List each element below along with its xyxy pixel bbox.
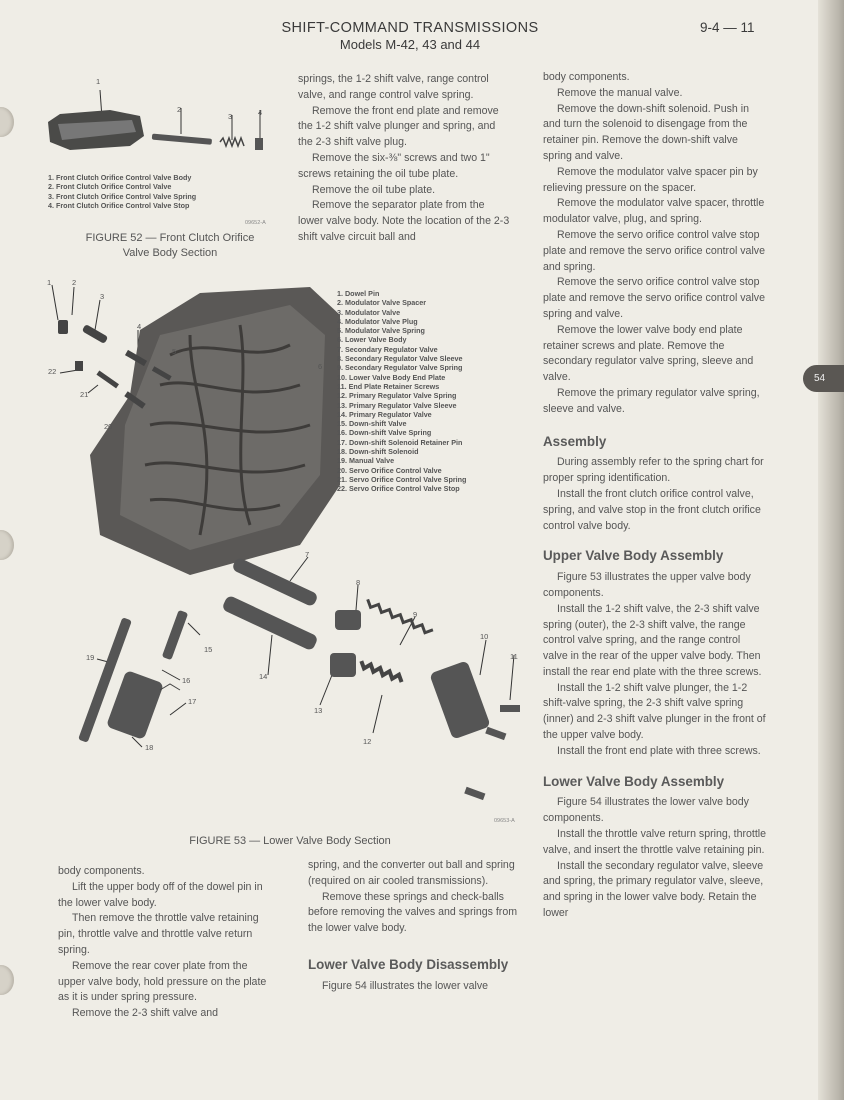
callout-label: 13 bbox=[314, 706, 323, 715]
caption-line: FIGURE 52 — Front Clutch Orifice bbox=[85, 232, 255, 244]
legend-item: 5. Modulator Valve Spring bbox=[337, 326, 425, 336]
column-1-bottom bbox=[58, 864, 273, 1022]
page-header bbox=[260, 20, 560, 52]
paragraph: Remove the six-⅜" screws and two 1" screws retaining the oil tube plate. bbox=[298, 151, 490, 180]
paragraph: Figure 54 illustrates the lower valve bbox=[322, 979, 489, 992]
legend-item: 16. Down-shift Valve Spring bbox=[337, 428, 432, 438]
legend-item: 7. Secondary Regulator Valve bbox=[337, 344, 438, 354]
callout-label: 17 bbox=[188, 697, 197, 706]
callout-label: 4 bbox=[258, 108, 263, 117]
section-tab: 54 bbox=[803, 365, 844, 392]
binder-hole bbox=[0, 530, 14, 560]
callout-label: 14 bbox=[259, 672, 268, 681]
callout-label: 1 bbox=[47, 278, 52, 287]
legend-item: 20. Servo Orifice Control Valve bbox=[337, 465, 442, 475]
legend-item: 22. Servo Orifice Control Valve Stop bbox=[337, 484, 460, 494]
paragraph: Remove the rear cover plate from the upper valve body, hold pressure on the plate as it is under spring pressure. bbox=[58, 959, 267, 1004]
callout-label: 3 bbox=[228, 112, 233, 121]
legend-item: 6. Lower Valve Body bbox=[337, 335, 407, 345]
header-subtitle: Models M-42, 43 and 44 bbox=[339, 37, 481, 52]
callout-label: 21 bbox=[80, 390, 89, 399]
legend-item: 4. Front Clutch Orifice Control Valve Stop bbox=[48, 200, 190, 210]
legend-item: 15. Down-shift Valve bbox=[337, 419, 407, 429]
legend-item: 3. Front Clutch Orifice Control Valve Spring bbox=[48, 191, 197, 201]
paragraph: Remove the modulator valve spacer pin by relieving pressure on the spacer. bbox=[543, 165, 758, 194]
page-binding-edge bbox=[818, 0, 844, 1100]
column-3 bbox=[543, 70, 767, 922]
binder-hole bbox=[0, 107, 14, 137]
callout-label: 9 bbox=[413, 610, 418, 619]
callout-label: 2 bbox=[72, 278, 77, 287]
legend-item: 1. Dowel Pin bbox=[337, 289, 380, 298]
legend-item: 19. Manual Valve bbox=[337, 456, 395, 466]
legend-item: 4. Modulator Valve Plug bbox=[337, 316, 418, 326]
binder-hole bbox=[0, 965, 14, 995]
column-2-bottom bbox=[308, 858, 522, 995]
paragraph: Remove the down-shift solenoid. Push in and turn the solenoid to disengage from the retainer pin. Remove the down-shift valve spring and valve. bbox=[543, 102, 749, 162]
callout-label: 8 bbox=[356, 578, 361, 587]
callout-label: 16 bbox=[182, 676, 191, 685]
legend-item: 12. Primary Regulator Valve Spring bbox=[337, 391, 457, 401]
legend-item: 21. Servo Orifice Control Valve Spring bbox=[337, 474, 467, 484]
legend-item: 1. Front Clutch Orifice Control Valve Body bbox=[48, 173, 192, 182]
paragraph: Remove the servo orifice control valve stop plate and remove the servo orifice control valve and spring. bbox=[543, 228, 765, 273]
paragraph: body components. bbox=[543, 71, 630, 83]
paragraph: Figure 54 illustrates the lower valve body components. bbox=[543, 796, 749, 825]
paragraph: Remove these springs and check-balls before removing the valves and springs from the lower valve body. bbox=[308, 890, 518, 935]
legend-item: 17. Down-shift Solenoid Retainer Pin bbox=[337, 437, 463, 447]
paragraph: Remove the lower valve body end plate retainer screws and plate. Remove the secondary regulator valve spring, sleeve and valve. bbox=[543, 323, 754, 384]
callout-label: 18 bbox=[145, 743, 154, 752]
paragraph: Remove the oil tube plate. bbox=[312, 183, 436, 196]
paragraph: Remove the front end plate and remove the 1-2 shift valve plunger and spring, and the 2-3 shift valve plug. bbox=[298, 104, 499, 149]
legend-item: 14. Primary Regulator Valve bbox=[337, 409, 432, 419]
paragraph: Install the throttle valve return spring, throttle valve, and insert the throttle valve retaining pin. bbox=[543, 828, 767, 856]
figure-53-caption: FIGURE 53 — Lower Valve Body Section bbox=[189, 835, 391, 847]
legend-item: 2. Front Clutch Orifice Control Valve bbox=[48, 182, 172, 192]
legend-item: 10. Lower Valve Body End Plate bbox=[337, 372, 446, 382]
legend-item: 18. Down-shift Solenoid bbox=[337, 447, 419, 457]
figure-52-caption bbox=[50, 231, 290, 261]
paragraph: body components. bbox=[58, 865, 145, 877]
legend-item: 13. Primary Regulator Valve Sleeve bbox=[337, 400, 457, 410]
paragraph: Install the 1-2 shift valve, the 2-3 shift valve spring (outer), the 2-3 shift valve, the range control valve spring, and the range control valve in the rear of the upper valve body. Then install the rear end plate with the three screws. bbox=[543, 602, 762, 678]
figure-code: 09652-A bbox=[245, 220, 266, 226]
caption-line: Valve Body Section bbox=[122, 247, 218, 259]
paragraph: Lift the upper body off of the dowel pin in the lower valve body. bbox=[58, 880, 263, 909]
legend-item: 3. Modulator Valve bbox=[337, 307, 401, 317]
paragraph: Remove the separator plate from the lower valve body. Note the location of the 2-3 shift valve circuit ball and bbox=[298, 199, 510, 243]
callout-label: 5 bbox=[172, 347, 177, 356]
paragraph: Remove the manual valve. bbox=[557, 86, 683, 99]
paragraph: Remove the primary regulator valve spring, sleeve and valve. bbox=[543, 386, 760, 415]
callout-label: 1 bbox=[96, 77, 101, 86]
callout-label: 19 bbox=[86, 653, 95, 662]
page-number: 9-4 — 11 bbox=[700, 20, 755, 35]
figure-53-legend bbox=[337, 289, 466, 494]
header-title: SHIFT-COMMAND TRANSMISSIONS bbox=[281, 20, 539, 36]
paragraph: Remove the modulator valve spacer, throttle modulator valve, plug, and spring. bbox=[543, 197, 765, 226]
paragraph: Remove the 2-3 shift valve and bbox=[72, 1007, 219, 1020]
callout-label: 11 bbox=[510, 652, 518, 661]
paragraph: Install the front end plate with three screws. bbox=[557, 744, 761, 757]
callout-label: 7 bbox=[305, 550, 310, 559]
callout-label: 15 bbox=[204, 645, 213, 654]
legend-item: 9. Secondary Regulator Valve Spring bbox=[337, 363, 463, 373]
paragraph: During assembly refer to the spring chart for proper spring identification. bbox=[543, 456, 764, 485]
callout-label: 2 bbox=[177, 105, 182, 114]
paragraph: Then remove the throttle valve retaining pin, throttle valve and throttle valve return spring. bbox=[58, 912, 259, 956]
figure-52-illustration bbox=[40, 80, 280, 170]
legend-item: 2. Modulator Valve Spacer bbox=[337, 298, 427, 308]
callout-label: 20 bbox=[104, 422, 113, 431]
figure-code: 09653-A bbox=[494, 818, 515, 824]
paragraph: Figure 53 illustrates the upper valve body components. bbox=[543, 571, 751, 599]
paragraph: springs, the 1-2 shift valve, range control valve, and range control valve spring. bbox=[298, 73, 489, 101]
paragraph: Install the 1-2 shift valve plunger, the 1-2 shift-valve spring, the 2-3 shift valve spring (inner) and 2-3 shift valve plunger in the front of the upper valve body. bbox=[543, 681, 766, 742]
legend-item: 11. End Plate Retainer Screws bbox=[337, 381, 440, 391]
callout-label: 3 bbox=[100, 292, 105, 301]
paragraph: spring, and the converter out ball and spring (required on air cooled transmissions). bbox=[308, 859, 515, 887]
callout-label: 12 bbox=[363, 737, 372, 746]
paragraph: Remove the servo orifice control valve stop plate and remove the servo orifice control valve spring and valve. bbox=[543, 276, 765, 320]
section-heading: Lower Valve Body Assembly bbox=[543, 773, 725, 789]
section-heading: Assembly bbox=[543, 433, 607, 449]
callout-label: 10 bbox=[480, 632, 489, 641]
paragraph: Install the front clutch orifice control valve, spring, and valve stop in the front clutch orifice control valve body. bbox=[543, 487, 761, 532]
section-heading: Upper Valve Body Assembly bbox=[543, 548, 724, 564]
callout-label: 22 bbox=[48, 367, 57, 376]
callout-label: 6 bbox=[318, 362, 323, 371]
callout-label: 4 bbox=[137, 322, 142, 331]
figure-52-legend bbox=[48, 173, 196, 210]
paragraph: Install the secondary regulator valve, sleeve and spring, the primary regulator valve, sleeve, and spring in the lower valve body. Retain the lower bbox=[543, 859, 764, 920]
section-heading: Lower Valve Body Disassembly bbox=[308, 956, 509, 972]
legend-item: 8. Secondary Regulator Valve Sleeve bbox=[337, 354, 463, 364]
column-2-top bbox=[298, 72, 512, 246]
